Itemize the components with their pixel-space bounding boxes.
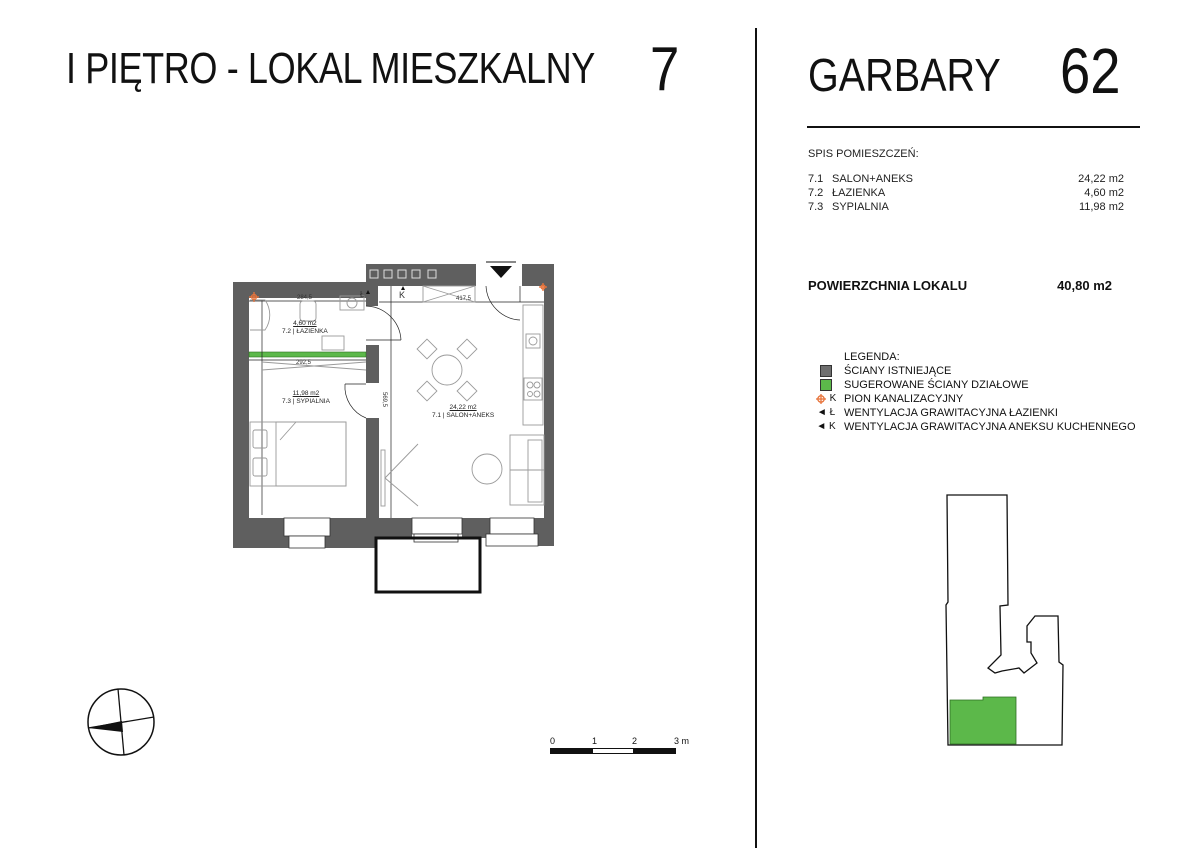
- floor-title: I PIĘTRO - LOKAL MIESZKALNY: [66, 44, 595, 93]
- existing-walls: [233, 264, 554, 548]
- room-area: 24,22 m2: [1078, 173, 1124, 185]
- room-row: [808, 172, 1124, 186]
- room-name: SYPIALNIA: [832, 201, 889, 213]
- room-number: 7.3: [808, 201, 824, 213]
- room-area: 4,60 m2: [1084, 187, 1124, 199]
- balcony: [376, 538, 480, 592]
- legend-item: [808, 364, 1136, 378]
- legend-label: ŚCIANY ISTNIEJĄCE: [844, 365, 952, 377]
- legend: [808, 350, 1136, 434]
- legend-label: WENTYLACJA GRAWITACYJNA ŁAZIENKI: [844, 407, 1058, 419]
- kitchen-vent-icon: ◄ K: [816, 421, 836, 432]
- partition-wall-swatch-icon: [820, 379, 832, 391]
- scale-tick: 0: [550, 736, 556, 746]
- legend-title: LEGENDA:: [844, 351, 900, 363]
- scale-bar: [550, 736, 690, 754]
- room-name: ŁAZIENKA: [832, 187, 886, 199]
- rooms-list-heading: SPIS POMIESZCZEŃ:: [808, 148, 919, 160]
- legend-item: [808, 406, 1136, 420]
- dimension-bath-width: 284,5: [297, 295, 313, 301]
- total-area-label: POWIERZCHNIA LOKALU: [808, 278, 968, 293]
- entrance-arrow-icon: [490, 266, 512, 278]
- unit-location-highlight: [950, 697, 1016, 744]
- header-underline: [807, 126, 1140, 128]
- scale-tick: 3 m: [674, 736, 690, 746]
- room-name: SALON+ANEKS: [832, 173, 914, 185]
- dimension-bedroom-width: 292,5: [296, 360, 312, 366]
- legend-label: WENTYLACJA GRAWITACYJNA ANEKSU KUCHENNEGO: [844, 421, 1136, 433]
- dimension-living-width: 417,5: [456, 296, 472, 302]
- room-label-living-room: 24,22 m2 7.1 | SALON+ANEKS: [432, 404, 495, 419]
- room-number: 7.1: [808, 173, 824, 185]
- bathroom-vent-icon: ◄ Ł: [816, 407, 836, 418]
- kitchen-vent-label: K: [399, 290, 406, 300]
- room-row: [808, 186, 1124, 200]
- compass-icon: [85, 686, 157, 758]
- building-number: 62: [1060, 35, 1121, 107]
- suggested-partition-wall: [249, 352, 366, 357]
- legend-label: PION KANALIZACYJNY: [844, 393, 964, 405]
- room-area: 11,98 m2: [1078, 201, 1124, 213]
- room-number: 7.2: [808, 187, 824, 199]
- total-area-value: 40,80 m2: [1057, 278, 1112, 293]
- legend-item: [808, 378, 1136, 392]
- legend-label: SUGEROWANE ŚCIANY DZIAŁOWE: [844, 379, 1029, 391]
- room-label-bathroom: 4,60 m2 7.2 | ŁAZIENKA: [282, 320, 328, 335]
- building-name: GARBARY: [808, 49, 1001, 101]
- bathroom-vent-label: Ł: [360, 290, 365, 299]
- legend-item: [808, 420, 1136, 434]
- sewer-riser-icon: K: [808, 392, 844, 406]
- unit-number: 7: [650, 35, 680, 104]
- existing-wall-swatch-icon: [820, 365, 832, 377]
- dimension-living-height: 569,5: [381, 392, 387, 408]
- scale-tick: 1: [592, 736, 598, 746]
- room-row: [808, 200, 1124, 214]
- rooms-list: [808, 172, 1124, 214]
- site-key-plan: [940, 490, 1070, 750]
- legend-item: [808, 392, 1136, 406]
- room-label-bedroom: 11,98 m2 7.3 | SYPIALNIA: [282, 390, 330, 405]
- scale-tick: 2: [632, 736, 638, 746]
- total-area: [808, 278, 1124, 293]
